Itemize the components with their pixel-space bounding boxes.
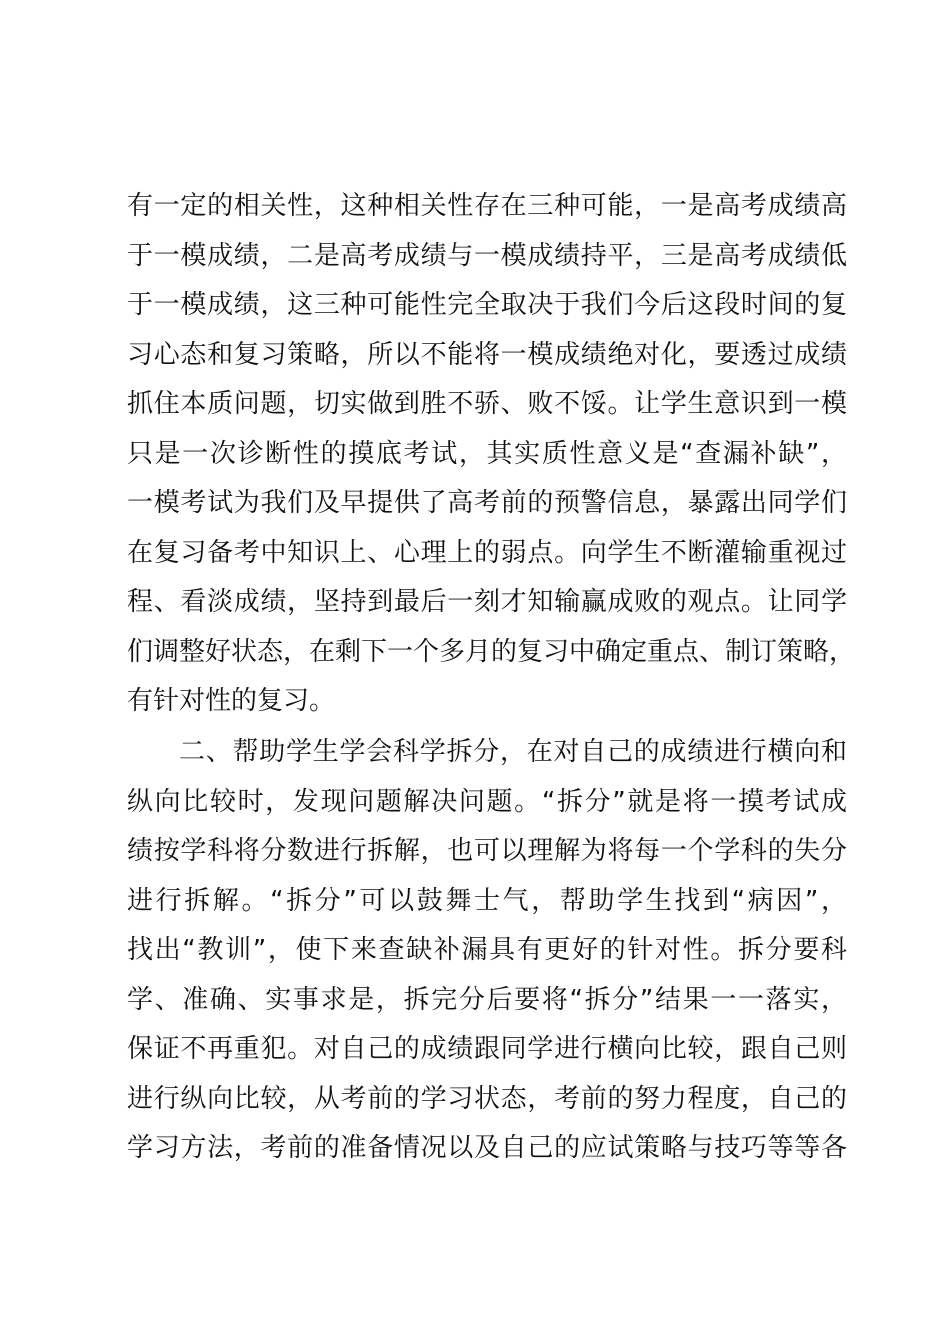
text-line: 于一模成绩，二是高考成绩与一模成绩持平，三是高考成绩低 — [127, 240, 847, 271]
text-line: 保证不再重犯。对自己的成绩跟同学进行横向比较，跟自己则 — [127, 1034, 847, 1064]
text-line: 习心态和复习策略，所以不能将一模成绩绝对化，要透过成绩 — [127, 339, 847, 370]
text-line: 二、帮助学生学会科学拆分，在对自己的成绩进行横向和 — [179, 737, 847, 767]
paragraph-1 — [127, 182, 856, 727]
text-line: 学习方法，考前的准备情况以及自己的应试策略与技巧等等各 — [127, 1133, 847, 1163]
text-line: 一模考试为我们及早提供了高考前的预警信息，暴露出同学们 — [127, 488, 847, 518]
text-line: 们调整好状态，在剩下一个多月的复习中确定重点、制订策略， — [127, 636, 856, 667]
text-line: 抓住本质问题，切实做到胜不骄、败不馁。让学生意识到一模 — [127, 389, 847, 419]
text-line: 找出“教训”，使下来查缺补漏具有更好的针对性。拆分要科 — [127, 935, 847, 965]
text-line: 进行纵向比较，从考前的学习状态，考前的努力程度，自己的 — [127, 1083, 847, 1114]
text-line: 学、准确、实事求是，拆完分后要将“拆分”结果一一落实， — [127, 984, 847, 1015]
paragraph-2 — [127, 728, 847, 1174]
text-line: 纵向比较时，发现问题解决问题。“拆分”就是将一摸考试成 — [127, 786, 847, 817]
text-line: 于一模成绩，这三种可能性完全取决于我们今后这段时间的复 — [127, 290, 847, 320]
text-line: 只是一次诊断性的摸底考试，其实质性意义是“查漏补缺”， — [127, 438, 847, 469]
text-line: 绩按学科将分数进行拆解，也可以理解为将每一个学科的失分 — [127, 836, 847, 866]
text-line: 有针对性的复习。 — [127, 686, 336, 716]
text-line: 程、看淡成绩，坚持到最后一刻才知输赢成败的观点。让同学 — [127, 587, 847, 617]
text-line: 进行拆解。“拆分”可以鼓舞士气，帮助学生找到“病因”， — [127, 885, 847, 916]
text-line: 在复习备考中知识上、心理上的弱点。向学生不断灌输重视过 — [127, 537, 847, 568]
text-line: 有一定的相关性，这种相关性存在三种可能，一是高考成绩高 — [127, 191, 847, 221]
